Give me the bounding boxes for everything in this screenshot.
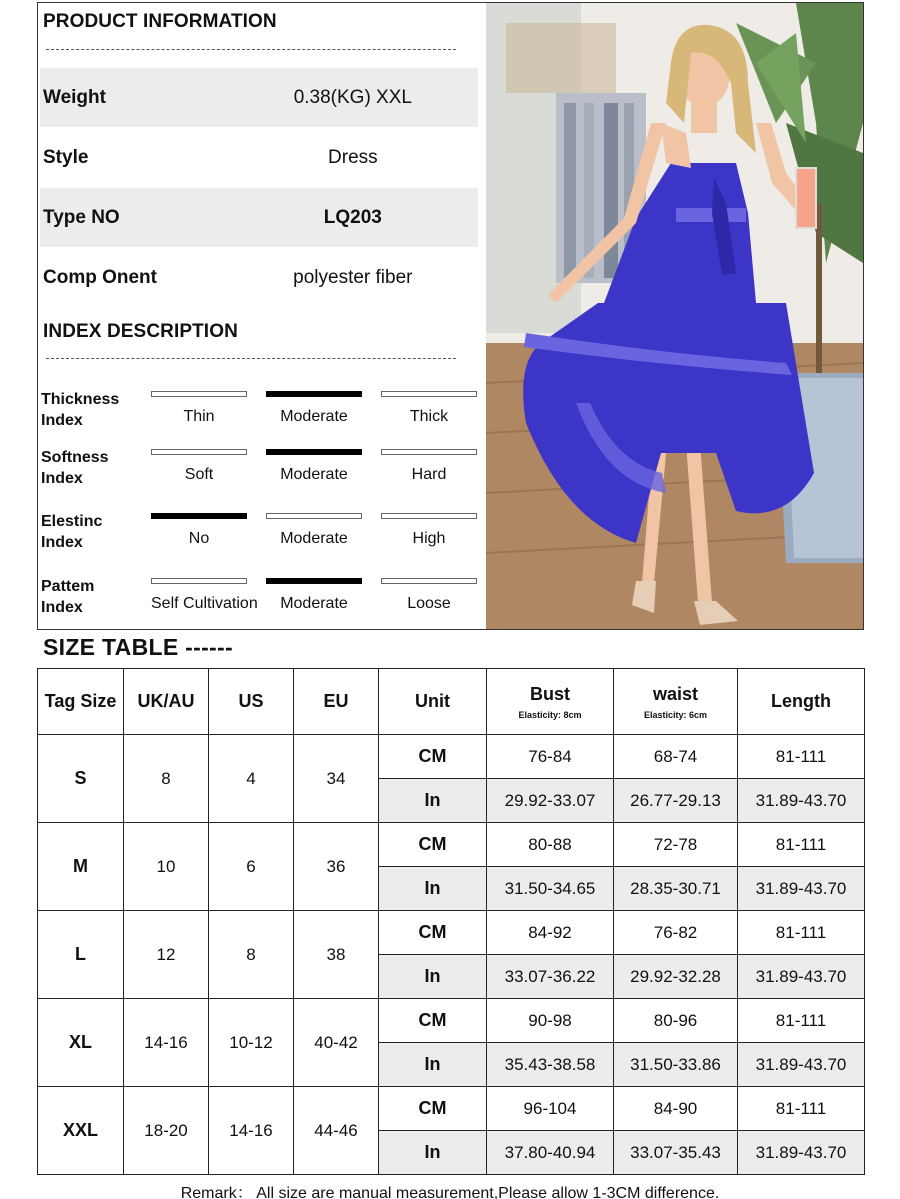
- waist-cell: 31.50-33.86: [614, 1043, 738, 1087]
- size-us-cell: 4: [209, 735, 294, 823]
- index-option-label: Soft: [184, 466, 214, 483]
- index-label: [41, 447, 141, 489]
- waist-cell: 26.77-29.13: [614, 779, 738, 823]
- index-bar: [266, 513, 362, 519]
- product-info-row: [40, 248, 478, 307]
- unit-cell: CM: [379, 735, 487, 779]
- index-bar: [381, 391, 477, 397]
- unit-cell: CM: [379, 911, 487, 955]
- index-option: [381, 449, 477, 484]
- index-bar-selected: [266, 391, 362, 397]
- size-eu-cell: 36: [294, 823, 379, 911]
- length-cell: 31.89-43.70: [738, 955, 865, 999]
- index-bar: [381, 513, 477, 519]
- product-info-value: 0.38(KG) XXL: [293, 86, 412, 108]
- size-row-cm: [38, 735, 865, 779]
- unit-cell: In: [379, 779, 487, 823]
- index-bar-selected: [151, 513, 247, 519]
- product-info-title: PRODUCT INFORMATION: [43, 11, 277, 32]
- index-option-label: Loose: [407, 595, 451, 612]
- model-in-dress-image: [486, 3, 863, 629]
- bust-cell: 29.92-33.07: [487, 779, 614, 823]
- product-info-row: [40, 128, 478, 187]
- length-cell: 31.89-43.70: [738, 779, 865, 823]
- length-cell: 31.89-43.70: [738, 1131, 865, 1175]
- index-option-label: Thick: [409, 408, 449, 425]
- header-bust-label: Bust: [530, 683, 570, 704]
- index-option: [381, 391, 477, 426]
- product-photo: [486, 3, 863, 629]
- size-tag-cell: XXL: [38, 1087, 124, 1175]
- index-bar: [151, 578, 247, 584]
- size-row-cm: [38, 1087, 865, 1131]
- index-option-label: Moderate: [280, 466, 348, 483]
- index-option: [151, 513, 247, 548]
- size-table-title: SIZE TABLE ------: [43, 634, 233, 660]
- size-tag-cell: S: [38, 735, 124, 823]
- length-cell: 31.89-43.70: [738, 1043, 865, 1087]
- header-waist-label: waist: [652, 683, 699, 704]
- header-uk-au: UK/AU: [124, 669, 209, 735]
- product-info-row: [40, 188, 478, 247]
- bust-cell: 31.50-34.65: [487, 867, 614, 911]
- length-cell: 31.89-43.70: [738, 867, 865, 911]
- index-option-label: No: [188, 530, 210, 547]
- waist-cell: 80-96: [614, 999, 738, 1043]
- header-waist-note: Elasticity: 6cm: [643, 709, 708, 720]
- size-eu-cell: 40-42: [294, 999, 379, 1087]
- index-label-line: Index: [41, 412, 83, 429]
- index-bar: [381, 449, 477, 455]
- bust-cell: 35.43-38.58: [487, 1043, 614, 1087]
- size-tag-cell: L: [38, 911, 124, 999]
- header-eu: EU: [294, 669, 379, 735]
- bust-cell: 90-98: [487, 999, 614, 1043]
- index-label-line: Softness: [41, 449, 109, 466]
- index-description-title: INDEX DESCRIPTION: [43, 321, 238, 342]
- index-option-label: High: [412, 530, 446, 547]
- index-label: [41, 576, 141, 618]
- index-row: [41, 387, 481, 437]
- header-tag-size: Tag Size: [38, 669, 124, 735]
- header-bust-note: Elasticity: 8cm: [518, 709, 582, 720]
- waist-cell: 84-90: [614, 1087, 738, 1131]
- product-info-label: Style: [43, 146, 89, 168]
- index-option: [266, 513, 362, 548]
- size-us-cell: 10-12: [209, 999, 294, 1087]
- index-bar-selected: [266, 449, 362, 455]
- waist-cell: 33.07-35.43: [614, 1131, 738, 1175]
- index-option-label: Thin: [183, 408, 215, 425]
- product-panel: [37, 2, 864, 630]
- unit-cell: CM: [379, 823, 487, 867]
- unit-cell: CM: [379, 999, 487, 1043]
- bust-cell: 80-88: [487, 823, 614, 867]
- header-length: Length: [738, 669, 865, 735]
- unit-cell: In: [379, 1131, 487, 1175]
- length-cell: 81-111: [738, 735, 865, 779]
- size-tag-cell: M: [38, 823, 124, 911]
- index-label: [41, 389, 141, 431]
- product-info-label: Comp Onent: [43, 266, 157, 288]
- size-table-body: [38, 735, 865, 1175]
- size-us-cell: 8: [209, 911, 294, 999]
- index-bar: [151, 449, 247, 455]
- index-option: [266, 449, 362, 484]
- index-option-label: Hard: [411, 466, 447, 483]
- header-us: US: [209, 669, 294, 735]
- index-label-line: Index: [41, 534, 83, 551]
- index-label: [41, 511, 141, 553]
- length-cell: 81-111: [738, 911, 865, 955]
- index-label-line: Pattem: [41, 578, 95, 595]
- index-option: [151, 391, 247, 426]
- bust-cell: 84-92: [487, 911, 614, 955]
- bust-cell: 37.80-40.94: [487, 1131, 614, 1175]
- divider: [46, 358, 456, 359]
- size-tag-cell: XL: [38, 999, 124, 1087]
- index-option-label: Moderate: [280, 408, 348, 425]
- index-label-line: Thickness: [41, 391, 120, 408]
- index-row: [41, 509, 481, 559]
- length-cell: 81-111: [738, 1087, 865, 1131]
- product-info-row: [40, 68, 478, 127]
- product-info-column: [38, 3, 485, 629]
- index-row: [41, 445, 481, 495]
- index-option: [381, 578, 477, 613]
- size-us-cell: 6: [209, 823, 294, 911]
- unit-cell: In: [379, 867, 487, 911]
- index-bar: [151, 391, 247, 397]
- size-uk-cell: 18-20: [124, 1087, 209, 1175]
- bust-cell: 76-84: [487, 735, 614, 779]
- product-info-value: polyester fiber: [293, 266, 413, 288]
- index-row: [41, 574, 481, 624]
- index-option-label: Self Cultivation: [151, 595, 258, 612]
- index-bar-selected: [266, 578, 362, 584]
- size-eu-cell: 44-46: [294, 1087, 379, 1175]
- unit-cell: In: [379, 1043, 487, 1087]
- product-info-label: Type NO: [43, 206, 120, 228]
- size-uk-cell: 12: [124, 911, 209, 999]
- size-row-cm: [38, 911, 865, 955]
- index-option: [266, 391, 362, 426]
- length-cell: 81-111: [738, 999, 865, 1043]
- size-eu-cell: 34: [294, 735, 379, 823]
- unit-cell: CM: [379, 1087, 487, 1131]
- waist-cell: 76-82: [614, 911, 738, 955]
- index-label-line: Index: [41, 470, 83, 487]
- remark-note: Remark： All size are manual measurement,Please allow 1-3CM difference.: [180, 1185, 720, 1199]
- header-bust: [487, 669, 614, 735]
- size-eu-cell: 38: [294, 911, 379, 999]
- size-row-cm: [38, 823, 865, 867]
- size-row-cm: [38, 999, 865, 1043]
- index-option-label: Moderate: [280, 530, 348, 547]
- index-option: [151, 449, 247, 484]
- unit-cell: In: [379, 955, 487, 999]
- index-option: [381, 513, 477, 548]
- product-info-value: Dress: [328, 146, 378, 168]
- header-waist: [614, 669, 738, 735]
- divider: [46, 49, 456, 50]
- product-info-value: LQ203: [323, 206, 382, 228]
- index-label-line: Index: [41, 599, 83, 616]
- size-uk-cell: 14-16: [124, 999, 209, 1087]
- size-uk-cell: 8: [124, 735, 209, 823]
- bust-cell: 33.07-36.22: [487, 955, 614, 999]
- size-table: [37, 668, 865, 1175]
- size-table-header-row: [38, 669, 865, 735]
- product-info-label: Weight: [43, 86, 106, 108]
- index-label-line: Elestinc: [41, 513, 103, 530]
- index-option: [266, 578, 362, 613]
- index-bar: [381, 578, 477, 584]
- index-option-label: Moderate: [280, 595, 348, 612]
- waist-cell: 72-78: [614, 823, 738, 867]
- bust-cell: 96-104: [487, 1087, 614, 1131]
- size-uk-cell: 10: [124, 823, 209, 911]
- length-cell: 81-111: [738, 823, 865, 867]
- waist-cell: 68-74: [614, 735, 738, 779]
- size-us-cell: 14-16: [209, 1087, 294, 1175]
- waist-cell: 29.92-32.28: [614, 955, 738, 999]
- waist-cell: 28.35-30.71: [614, 867, 738, 911]
- header-unit: Unit: [379, 669, 487, 735]
- index-option: [151, 578, 258, 613]
